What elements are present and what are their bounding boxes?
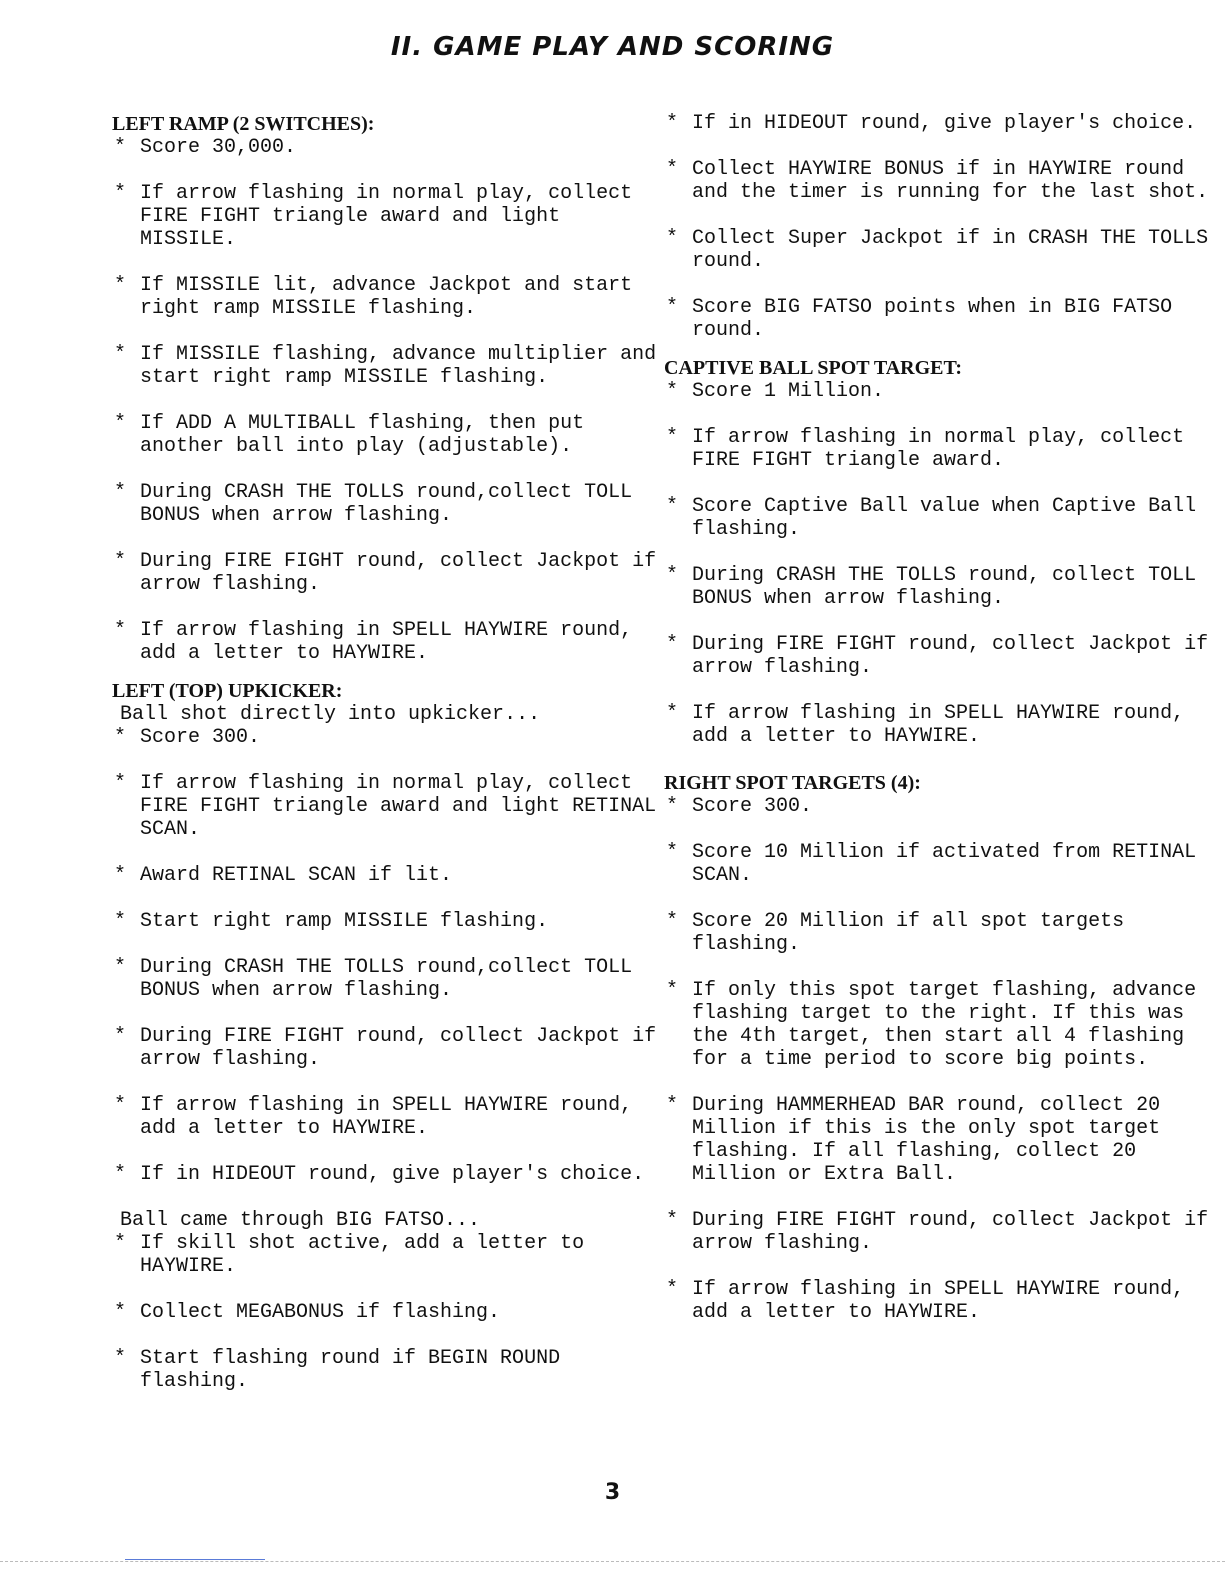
list-item: * If skill shot active, add a letter to HAYWIRE. bbox=[114, 1232, 597, 1278]
section-intro: Ball shot directly into upkicker... bbox=[120, 703, 541, 726]
list-item: * Score BIG FATSO points when in BIG FATSO round. bbox=[666, 296, 1185, 342]
list-item: * Start right ramp MISSILE flashing. bbox=[114, 910, 549, 933]
list-item: * If arrow flashing in normal play, collect FIRE FIGHT triangle award and light RETINAL SCAN. bbox=[114, 772, 669, 841]
list-item: * Score 1 Million. bbox=[666, 380, 885, 403]
list-item: * During FIRE FIGHT round, collect Jackpot if arrow flashing. bbox=[114, 1025, 669, 1071]
section-intro: Ball came through BIG FATSO... bbox=[120, 1209, 481, 1232]
list-item: * If MISSILE lit, advance Jackpot and start right ramp MISSILE flashing. bbox=[114, 274, 645, 320]
section-left-upkicker bbox=[112, 679, 669, 1186]
section-captive-ball bbox=[664, 356, 1221, 748]
list-item: * If arrow flashing in SPELL HAYWIRE round, add a letter to HAYWIRE. bbox=[114, 1094, 645, 1140]
list-item: * If ADD A MULTIBALL flashing, then put another ball into play (adjustable). bbox=[114, 412, 597, 458]
list-item: * Award RETINAL SCAN if lit. bbox=[114, 864, 453, 887]
list-item: * During CRASH THE TOLLS round,collect TOLL BONUS when arrow flashing. bbox=[114, 481, 645, 527]
page-divider bbox=[0, 1561, 1225, 1562]
list-item: * If arrow flashing in SPELL HAYWIRE round, add a letter to HAYWIRE. bbox=[114, 619, 645, 665]
list-item: * During CRASH THE TOLLS round, collect TOLL BONUS when arrow flashing. bbox=[666, 564, 1209, 610]
list-item: * If arrow flashing in normal play, collect FIRE FIGHT triangle award and light MISSILE. bbox=[114, 182, 645, 251]
left-column bbox=[112, 112, 669, 1416]
right-column bbox=[664, 112, 1221, 1347]
page-title: II. GAME PLAY AND SCORING bbox=[390, 32, 835, 62]
list-item: * Score 10 Million if activated from RETINAL SCAN. bbox=[666, 841, 1209, 887]
list-item: * If in HIDEOUT round, give player's choice. bbox=[666, 112, 1197, 135]
section-left-ramp bbox=[112, 112, 669, 665]
list-item: * Collect MEGABONUS if flashing. bbox=[114, 1301, 501, 1324]
list-item: * During CRASH THE TOLLS round,collect TOLL BONUS when arrow flashing. bbox=[114, 956, 645, 1002]
list-item: * If arrow flashing in SPELL HAYWIRE round, add a letter to HAYWIRE. bbox=[666, 702, 1197, 748]
list-item: * Score 30,000. bbox=[114, 136, 297, 159]
section-right-spot-targets bbox=[664, 771, 1221, 1324]
section-big-fatso bbox=[112, 1209, 657, 1393]
list-item: * Score 20 Million if all spot targets flashing. bbox=[666, 910, 1137, 956]
list-item: * If in HIDEOUT round, give player's choice. bbox=[114, 1163, 645, 1186]
list-item: * Score Captive Ball value when Captive Ball flashing. bbox=[666, 495, 1209, 541]
list-item: * Start flashing round if BEGIN ROUND flashing. bbox=[114, 1347, 573, 1393]
list-item: * If MISSILE flashing, advance multiplier and start right ramp MISSILE flashing. bbox=[114, 343, 669, 389]
section-heading: CAPTIVE BALL SPOT TARGET: bbox=[664, 357, 963, 379]
list-item: * During HAMMERHEAD BAR round, collect 20 Million if this is the only spot target flashing. If all flashing, collect 20 Million or Extra Ball. bbox=[666, 1094, 1173, 1186]
footer-mark bbox=[125, 1559, 265, 1560]
page-number: 3 bbox=[604, 1480, 621, 1505]
list-item: * If arrow flashing in SPELL HAYWIRE round, add a letter to HAYWIRE. bbox=[666, 1278, 1197, 1324]
list-item: * Collect HAYWIRE BONUS if in HAYWIRE round and the timer is running for the last shot. bbox=[666, 158, 1209, 204]
section-continued bbox=[664, 112, 1221, 342]
section-heading: LEFT (TOP) UPKICKER: bbox=[112, 680, 343, 702]
list-item: * During FIRE FIGHT round, collect Jackpot if arrow flashing. bbox=[666, 633, 1221, 679]
list-item: * Collect Super Jackpot if in CRASH THE TOLLS round. bbox=[666, 227, 1221, 273]
list-item: * If arrow flashing in normal play, collect FIRE FIGHT triangle award. bbox=[666, 426, 1197, 472]
list-item: * During FIRE FIGHT round, collect Jackpot if arrow flashing. bbox=[114, 550, 669, 596]
list-item: * Score 300. bbox=[114, 726, 261, 749]
list-item: * Score 300. bbox=[666, 795, 813, 818]
section-heading: LEFT RAMP (2 SWITCHES): bbox=[112, 113, 375, 135]
list-item: * If only this spot target flashing, advance flashing target to the right. If this was the 4th target, then start all 4 flashing for a time period to score big points. bbox=[666, 979, 1209, 1071]
list-item: * During FIRE FIGHT round, collect Jackpot if arrow flashing. bbox=[666, 1209, 1221, 1255]
section-heading: RIGHT SPOT TARGETS (4): bbox=[664, 772, 921, 794]
